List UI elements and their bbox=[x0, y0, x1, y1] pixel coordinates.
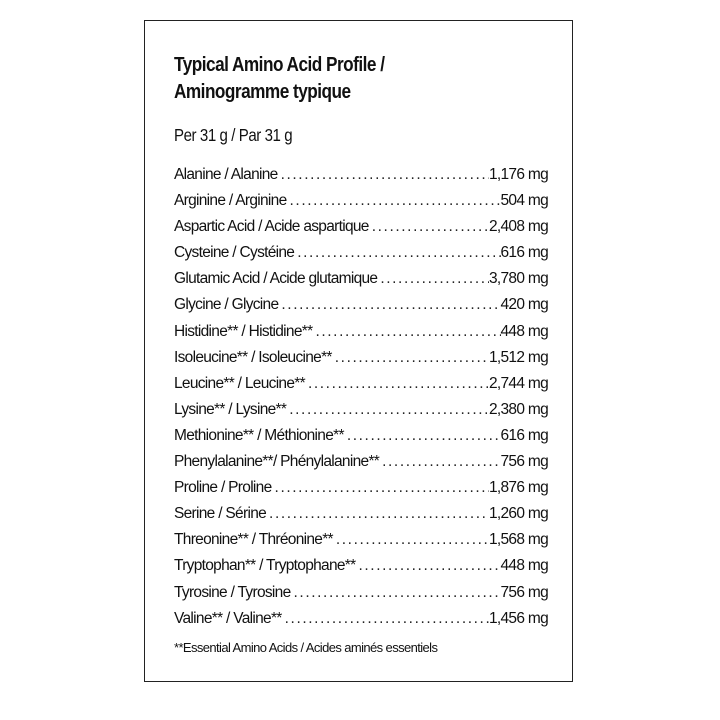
dot-leader bbox=[379, 449, 500, 475]
amino-acid-row bbox=[174, 475, 548, 501]
dot-leader bbox=[278, 292, 500, 318]
amino-acid-name: Alanine / Alanine bbox=[174, 166, 278, 183]
amino-acid-name: Tryptophan** / Tryptophane** bbox=[174, 557, 356, 575]
amino-acid-name: Isoleucine** / Isoleucine** bbox=[174, 348, 332, 366]
dot-leader bbox=[286, 397, 489, 423]
amino-acid-row bbox=[174, 188, 548, 214]
amino-acid-name: Threonine** / Thréonine** bbox=[174, 531, 333, 549]
amino-acid-amount: 1,176 mg bbox=[488, 166, 548, 183]
dot-leader bbox=[278, 162, 489, 188]
amino-acid-row bbox=[174, 266, 548, 292]
amino-acid-row bbox=[174, 580, 548, 606]
dot-leader bbox=[332, 345, 489, 371]
amino-acid-name: Tyrosine / Tyrosine bbox=[174, 583, 291, 601]
amino-acid-amount: 3,780 mg bbox=[488, 270, 548, 288]
amino-acid-name: Proline / Proline bbox=[174, 479, 272, 497]
amino-acid-profile-panel bbox=[144, 20, 573, 682]
title-line-french: Aminogramme typique bbox=[174, 81, 351, 103]
dot-leader bbox=[377, 266, 489, 292]
essential-amino-acids-footnote: **Essential Amino Acids / Acides aminés essentiels bbox=[174, 640, 438, 655]
amino-acid-amount: 756 mg bbox=[500, 583, 548, 601]
amino-acid-amount: 2,380 mg bbox=[488, 400, 548, 418]
title-line-english: Typical Amino Acid Profile / bbox=[174, 54, 385, 76]
dot-leader bbox=[287, 188, 501, 214]
amino-acid-amount: 1,260 mg bbox=[488, 505, 548, 523]
amino-acid-amount: 616 mg bbox=[500, 426, 548, 444]
amino-acid-amount: 420 mg bbox=[500, 296, 548, 314]
amino-acid-amount: 1,876 mg bbox=[488, 479, 548, 497]
dot-leader bbox=[272, 475, 489, 501]
amino-acid-amount: 504 mg bbox=[500, 192, 548, 210]
amino-acid-amount: 448 mg bbox=[500, 322, 548, 340]
amino-acid-row bbox=[174, 423, 548, 449]
dot-leader bbox=[294, 240, 500, 266]
dot-leader bbox=[344, 423, 501, 449]
dot-leader bbox=[282, 606, 489, 632]
amino-acid-amount: 448 mg bbox=[500, 557, 548, 575]
amino-acid-name: Valine** / Valine** bbox=[174, 609, 282, 627]
amino-acid-name: Phenylalanine**/ Phénylalanine** bbox=[174, 453, 380, 471]
amino-acid-row bbox=[174, 345, 548, 371]
amino-acid-name: Methionine** / Méthionine** bbox=[174, 426, 344, 444]
dot-leader bbox=[333, 527, 489, 553]
dot-leader bbox=[369, 214, 489, 240]
amino-acid-row bbox=[174, 449, 548, 475]
amino-acid-row bbox=[174, 553, 548, 579]
profile-title bbox=[174, 52, 384, 106]
amino-acid-name: Glutamic Acid / Acide glutamique bbox=[174, 270, 378, 288]
amino-acid-amount: 2,408 mg bbox=[488, 218, 548, 236]
amino-acid-name: Arginine / Arginine bbox=[174, 192, 287, 210]
amino-acid-amount: 1,512 mg bbox=[488, 348, 548, 366]
amino-acid-list bbox=[174, 162, 548, 632]
amino-acid-name: Leucine** / Leucine** bbox=[174, 374, 305, 392]
amino-acid-name: Lysine** / Lysine** bbox=[174, 400, 287, 418]
dot-leader bbox=[312, 319, 500, 345]
amino-acid-row bbox=[174, 606, 548, 632]
amino-acid-name: Serine / Sérine bbox=[174, 505, 267, 523]
amino-acid-amount: 616 mg bbox=[500, 244, 548, 262]
dot-leader bbox=[305, 371, 489, 397]
amino-acid-row bbox=[174, 371, 548, 397]
amino-acid-amount: 1,568 mg bbox=[488, 531, 548, 549]
serving-size: Per 31 g / Par 31 g bbox=[174, 125, 293, 145]
amino-acid-name: Glycine / Glycine bbox=[174, 296, 279, 314]
dot-leader bbox=[355, 553, 500, 579]
amino-acid-row bbox=[174, 240, 548, 266]
amino-acid-amount: 1,456 mg bbox=[488, 609, 548, 627]
amino-acid-name: Cysteine / Cystéine bbox=[174, 244, 295, 262]
dot-leader bbox=[266, 501, 489, 527]
amino-acid-row bbox=[174, 162, 548, 188]
amino-acid-row bbox=[174, 527, 548, 553]
dot-leader bbox=[291, 580, 501, 606]
amino-acid-amount: 2,744 mg bbox=[488, 374, 548, 392]
amino-acid-amount: 756 mg bbox=[500, 453, 548, 471]
amino-acid-name: Aspartic Acid / Acide aspartique bbox=[174, 218, 369, 236]
amino-acid-row bbox=[174, 319, 548, 345]
amino-acid-row bbox=[174, 214, 548, 240]
amino-acid-name: Histidine** / Histidine** bbox=[174, 322, 313, 340]
amino-acid-row bbox=[174, 397, 548, 423]
amino-acid-row bbox=[174, 292, 548, 318]
amino-acid-row bbox=[174, 501, 548, 527]
